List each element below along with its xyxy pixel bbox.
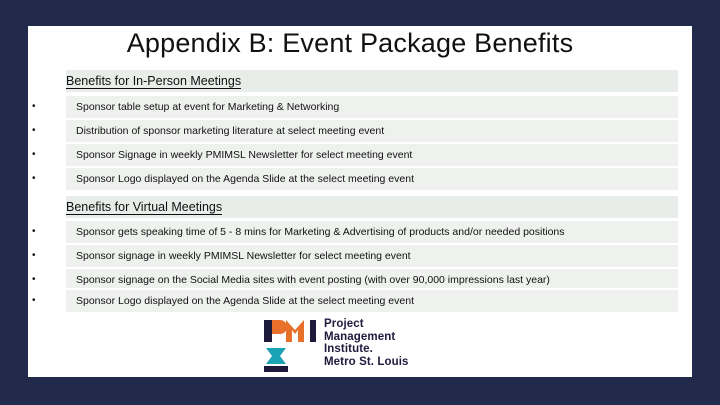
- logo-line: Metro St. Louis: [324, 355, 409, 368]
- pmi-logo-mark-icon: [262, 318, 320, 374]
- bullet-icon: •: [32, 226, 36, 237]
- page-title: Appendix B: Event Package Benefits: [126, 28, 574, 58]
- section-heading-virtual-label: Benefits for Virtual Meetings: [66, 200, 223, 214]
- list-item-text: Sponsor Signage in weekly PMIMSL Newsletter for select meeting event: [76, 149, 413, 161]
- bullet-icon: •: [32, 173, 36, 184]
- list-item-text: Distribution of sponsor marketing literature at select meeting event: [76, 125, 385, 137]
- list-item: [32, 166, 678, 190]
- bullet-icon: •: [32, 149, 36, 160]
- list-item-text: Sponsor signage in weekly PMIMSL Newsletter for select meeting event: [76, 250, 411, 262]
- list-item-text: Sponsor gets speaking time of 5 - 8 mins for Marketing & Advertising of products and/or needed positions: [76, 226, 565, 238]
- slide: [28, 26, 692, 377]
- list-item: [32, 243, 678, 267]
- list-item: [32, 219, 678, 243]
- logo-wordmark: [324, 318, 409, 368]
- section-heading-in-person: [66, 70, 678, 92]
- logo-line: Management: [324, 330, 396, 343]
- bullet-icon: •: [32, 125, 36, 136]
- bullet-icon: •: [32, 250, 36, 261]
- bullet-icon: •: [32, 295, 36, 306]
- section-heading-in-person-label: Benefits for In-Person Meetings: [66, 74, 242, 88]
- list-item: [32, 288, 678, 312]
- logo-line: Institute.: [324, 343, 373, 355]
- pmi-logo: [262, 318, 422, 374]
- section-heading-virtual: [66, 196, 678, 218]
- list-item: [32, 94, 678, 118]
- list-item: [32, 118, 678, 142]
- list-item-text: Sponsor table setup at event for Marketing & Networking: [76, 101, 340, 113]
- bullet-icon: •: [32, 101, 36, 112]
- bullet-icon: •: [32, 274, 36, 285]
- list-item-text: Sponsor Logo displayed on the Agenda Slide at the select meeting event: [76, 173, 414, 185]
- list-item: [32, 142, 678, 166]
- logo-line: Project: [324, 318, 364, 330]
- list-item-text: Sponsor Logo displayed on the Agenda Slide at the select meeting event: [76, 295, 414, 307]
- list-item-text: Sponsor signage on the Social Media sites with event posting (with over 90,000 impressions last year): [76, 274, 550, 286]
